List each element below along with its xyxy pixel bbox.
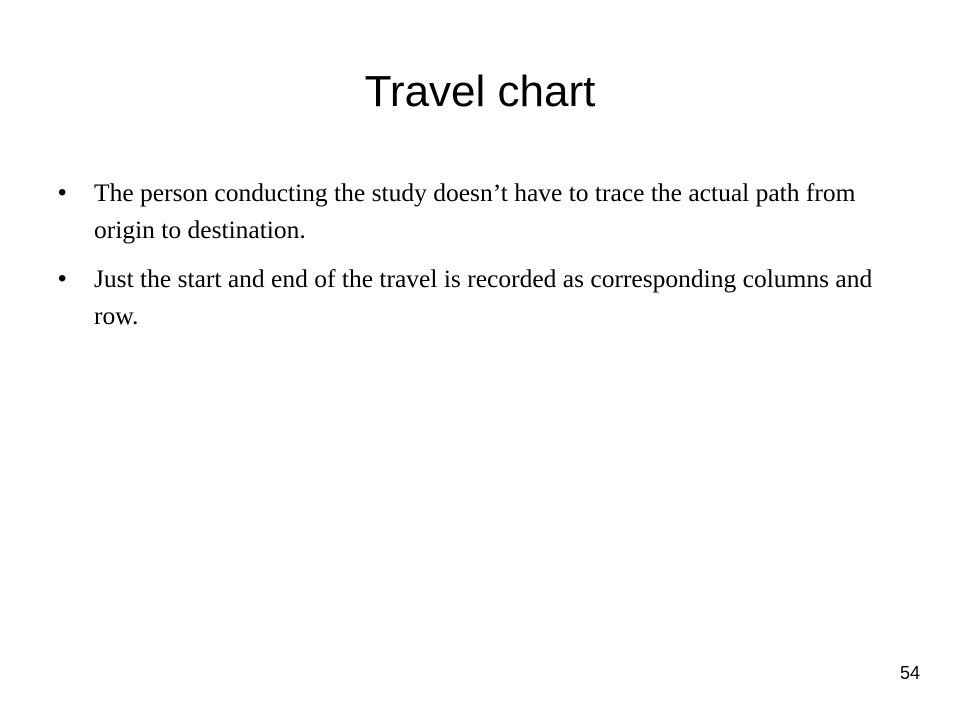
bullet-list — [58, 174, 918, 346]
slide-title: Travel chart — [364, 67, 596, 116]
page-number: 54 — [899, 663, 920, 683]
bullet-text: The person conducting the study doesn’t have to trace the actual path from origin to destination. — [94, 178, 856, 244]
bullet-item — [58, 174, 918, 248]
bullet-item — [58, 260, 918, 334]
bullet-point-icon: • — [58, 265, 67, 292]
bullet-text: Just the start and end of the travel is recorded as corresponding columns and row. — [94, 264, 873, 330]
bullet-point-icon: • — [58, 179, 67, 206]
